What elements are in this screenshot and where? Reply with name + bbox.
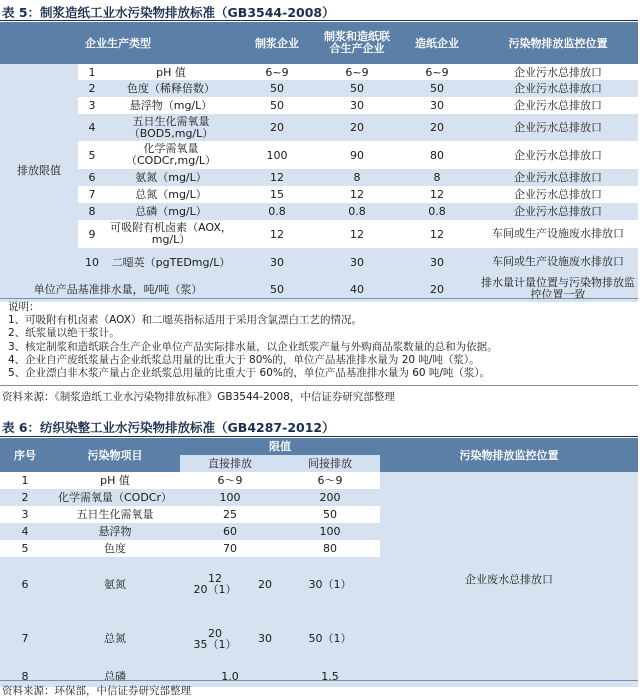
table6 <box>0 438 638 687</box>
table5-cell-no: 5 <box>88 148 96 162</box>
table6-cell-item: 氨氮 <box>104 577 126 591</box>
table5-cell-no: 2 <box>88 82 96 95</box>
table6-cell-item: 总磷 <box>104 670 126 683</box>
table5-header-type: 企业生产类型 <box>0 22 236 64</box>
table5-cell-item: 可吸附有机卤素（AOX，mg/L） <box>110 221 232 246</box>
table6-header-limit: 限值 <box>180 438 380 455</box>
table6-cell-item: 色度 <box>104 542 126 555</box>
table5-cell-pulp: 50 <box>270 82 285 95</box>
table5-cell-pulp: 100 <box>266 148 288 162</box>
table5-cell-pulp: 15 <box>270 188 285 201</box>
table6-cell-direct: 70 <box>223 542 237 555</box>
table5-cell-pulp: 6~9 <box>265 65 289 79</box>
table5-cell-paper: 30 <box>430 99 445 112</box>
table6-cell-extra: 20 <box>258 577 272 591</box>
table6-cell-direct: 60 <box>223 525 237 538</box>
table5-cell-paper: 30 <box>430 255 445 269</box>
table6-cell-indirect: 50（1） <box>308 632 352 645</box>
table6-cell-direct: 1.0 <box>221 670 239 683</box>
table6-cell-indirect: 30（1） <box>308 577 352 591</box>
table5-cell-position: 车间或生产设施废水排放口 <box>492 255 625 268</box>
table5-row <box>0 248 638 276</box>
table6-cell-no: 3 <box>21 508 29 521</box>
table5-cell-pulp: 12 <box>270 171 285 184</box>
table5-caption-rule <box>0 20 638 21</box>
table6-header-position: 污染物排放监控位置 <box>380 438 638 472</box>
table6-cell-indirect: 80 <box>323 542 337 555</box>
table5-side-label: 排放限值 <box>0 64 78 276</box>
table5-base-pulp: 50 <box>270 282 285 296</box>
table5-note: 3、核定制浆和造纸联合生产企业单位产品实际排水量，以企业纸浆产量与外购商品浆数量的总和为依据。 <box>8 340 498 353</box>
table5-cell-item: 二噁英（pgTEDmg/L） <box>111 255 231 269</box>
table5-cell-paper: 6~9 <box>425 65 449 79</box>
table5-note: 4、企业自产废纸浆量占企业纸浆总用量的比重大于 80%的，单位产品基准排水量为 20 吨/吨（浆）。 <box>8 353 480 366</box>
table5-note: 说明： <box>8 301 40 313</box>
table5-base-joint: 40 <box>350 282 365 296</box>
table5-cell-no: 7 <box>88 188 96 201</box>
table6-cell-no: 5 <box>21 542 29 555</box>
table5-cell-no: 3 <box>88 99 96 112</box>
table5-notes-rule <box>0 385 638 386</box>
table5-cell-position: 企业污水总排放口 <box>514 121 603 134</box>
table5-header-joint: 制浆和造纸联合生产企业 <box>318 22 396 64</box>
table5-notes <box>8 301 638 380</box>
table5-cell-item: 色度（稀释倍数） <box>127 82 215 95</box>
table5-cell-item: 总氮（mg/L） <box>135 188 207 201</box>
table5-cell-joint: 8 <box>353 171 361 184</box>
table6-cell-direct-value-note: 35（1） <box>193 637 237 651</box>
table6-header-no: 序号 <box>0 438 50 472</box>
table5-bottom-rule <box>0 298 638 299</box>
table6-cell-no: 1 <box>21 474 29 487</box>
table6-cell-item: 化学需氧量（CODCr） <box>57 491 172 504</box>
table6-cell-indirect: 6～9 <box>317 474 343 487</box>
table5-row <box>0 80 638 97</box>
table5-cell-joint: 12 <box>350 188 365 201</box>
table5-cell-position: 车间或生产设施废水排放口 <box>492 227 625 240</box>
table5-cell-pulp: 30 <box>270 255 285 269</box>
table5-row <box>0 169 638 186</box>
table5-cell-pulp: 20 <box>270 121 285 134</box>
table5-cell-item: pH 值 <box>156 65 186 79</box>
table6-cell-extra: 30 <box>258 632 272 645</box>
table5-cell-joint: 30 <box>350 99 365 112</box>
table6-cell-item: 五日生化需氧量 <box>76 508 154 521</box>
table5-row <box>0 64 638 80</box>
table5-cell-no: 8 <box>88 205 96 218</box>
table6-cell-item: pH 值 <box>100 474 130 487</box>
table6-cell-direct <box>180 611 250 666</box>
table5-cell-joint: 90 <box>350 148 365 162</box>
table5-row <box>0 141 638 169</box>
table5-cell-item: 总磷（mg/L） <box>135 205 207 218</box>
table6-cell-item: 悬浮物 <box>98 525 132 538</box>
table6-source: 资料来源：环保部，中信证券研究部整理 <box>2 685 191 697</box>
table5-cell-position: 企业污水总排放口 <box>514 205 603 218</box>
table5-header-pulp: 制浆企业 <box>236 22 318 64</box>
table5-cell-joint: 20 <box>350 121 365 134</box>
table5-cell-joint: 0.8 <box>348 205 366 218</box>
table6-cell-no: 2 <box>21 491 29 504</box>
table6-cell-indirect: 100 <box>319 525 341 538</box>
table5-cell-joint: 30 <box>350 255 365 269</box>
table5-note: 1、可吸附有机卤素（AOX）和二噁英指标适用于采用含氯漂白工艺的情况。 <box>8 314 362 327</box>
table6-cell-direct: 100 <box>219 491 241 504</box>
table5-cell-joint: 6~9 <box>345 65 369 79</box>
table5-cell-item: 五日生化需氧量（BOD5,mg/L） <box>128 114 214 140</box>
table6-caption-rule <box>0 436 638 437</box>
table5-cell-item: 悬浮物（mg/L） <box>129 99 213 112</box>
table5-note: 5、企业漂白非木浆产量占企业纸浆总用量的比重大于 60%的，单位产品基准排水量为 60 吨/吨（浆）。 <box>8 367 491 380</box>
table5-cell-position: 企业污水总排放口 <box>514 82 603 95</box>
table5-cell-no: 6 <box>88 171 96 184</box>
table5-cell-paper: 80 <box>430 148 445 162</box>
table6-cell-indirect: 200 <box>319 491 341 504</box>
table5-cell-paper: 12 <box>430 227 445 241</box>
table5-cell-pulp: 0.8 <box>268 205 286 218</box>
table5-cell-position: 企业污水总排放口 <box>514 99 603 112</box>
table5-cell-paper: 20 <box>430 121 445 134</box>
table5-row <box>0 203 638 220</box>
table5-row <box>0 186 638 203</box>
table5-cell-position: 企业污水总排放口 <box>514 171 603 184</box>
table5-header-position: 污染物排放监控位置 <box>478 22 638 64</box>
table5-cell-paper: 50 <box>430 82 445 95</box>
table5-base-label: 单位产品基准排水量，吨/吨（浆） <box>33 282 203 296</box>
table5-base-position: 排水量计量位置与污染物排放监控位置一致 <box>481 276 636 301</box>
table6-position: 企业废水总排放口 <box>380 472 638 687</box>
table5-cell-pulp: 50 <box>270 99 285 112</box>
table6-cell-no: 6 <box>21 577 29 591</box>
table5-row <box>0 114 638 141</box>
table6-header-row <box>0 438 638 455</box>
table6-header-item: 污染物项目 <box>50 438 180 472</box>
table5-cell-paper: 12 <box>430 188 445 201</box>
table5-cell-no: 9 <box>88 227 96 241</box>
table5-note: 2、纸浆量以绝干浆计。 <box>8 327 120 340</box>
table6-row <box>0 472 638 489</box>
table6-bottom-rule <box>0 680 638 681</box>
table6-cell-direct: 6～9 <box>217 474 243 487</box>
table5-cell-item: 化学需氧量（CODCr,mg/L） <box>125 142 217 167</box>
table6-cell-direct-value: 12 <box>208 572 222 585</box>
table6-cell-direct-value: 20 <box>208 626 222 640</box>
table5-cell-joint: 50 <box>350 82 365 95</box>
table5-cell-pulp: 12 <box>270 227 285 241</box>
table6-cell-item: 总氮 <box>104 632 126 645</box>
table6-cell-direct-value-note: 20（1） <box>193 583 237 596</box>
table5-row <box>0 97 638 114</box>
table5-header-paper: 造纸企业 <box>396 22 478 64</box>
table6-cell-no: 4 <box>21 525 29 538</box>
table6-cell-no: 7 <box>21 632 29 645</box>
table5-cell-position: 企业污水总排放口 <box>514 188 603 201</box>
table6-cell-no: 8 <box>21 670 29 683</box>
table5-cell-joint: 12 <box>350 227 365 241</box>
table6-header-indirect: 间接排放 <box>280 455 380 472</box>
table6-cell-indirect: 1.5 <box>321 670 339 683</box>
table5-cell-paper: 0.8 <box>428 205 446 218</box>
table5-cell-no: 10 <box>85 255 99 269</box>
table6-cell-indirect: 50 <box>323 508 337 521</box>
table5-cell-no: 1 <box>88 65 96 79</box>
table5-cell-no: 4 <box>88 121 96 134</box>
table6-header-direct: 直接排放 <box>180 455 280 472</box>
table5-cell-paper: 8 <box>433 171 441 184</box>
table5 <box>0 22 638 302</box>
table5-source: 资料来源：《制浆造纸工业水污染物排放标准》GB3544-2008，中信证券研究部整理 <box>2 391 395 403</box>
table5-header-row <box>0 22 638 64</box>
table6-caption: 表 6：纺织染整工业水污染物排放标准（GB4287-2012） <box>2 420 335 435</box>
table5-row <box>0 220 638 248</box>
table6-cell-direct <box>180 557 250 611</box>
table5-caption: 表 5：制浆造纸工业水污染物排放标准（GB3544-2008） <box>2 5 335 20</box>
table6-cell-direct: 25 <box>223 508 237 521</box>
table5-cell-position: 企业污水总排放口 <box>514 148 603 162</box>
table5-cell-position: 企业污水总排放口 <box>514 65 603 79</box>
table5-base-paper: 20 <box>430 282 445 296</box>
table5-cell-item: 氨氮（mg/L） <box>135 171 207 184</box>
